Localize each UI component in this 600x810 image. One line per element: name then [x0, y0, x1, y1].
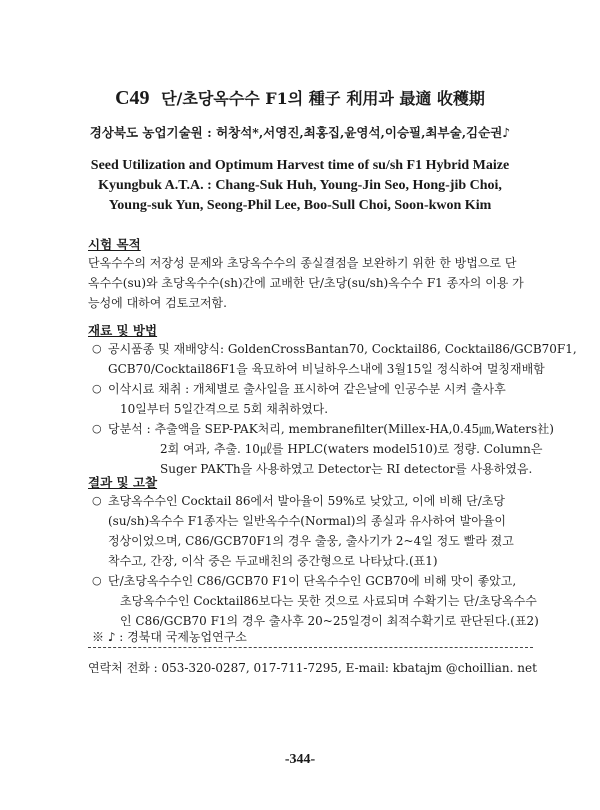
contact-info: 연락처 전화 : 053-320-0287, 017-711-7295, E-mail: kbatajm @choillian. net [88, 661, 537, 675]
results-line: (su/sh)옥수수 F1종자는 일반옥수수(Normal)의 종실과 유사하여 발아율이 [108, 514, 507, 528]
methods-line: 2회 여과, 추출. 10㎕를 HPLC(waters model510)로 정량. Column은 [160, 442, 543, 456]
english-authors-line-1: Kyungbuk A.T.A. : Chang-Suk Huh, Young-Jin Seo, Hong-jib Choi, [98, 178, 502, 193]
bullet-icon: ○ [92, 342, 102, 355]
objective-line: 능성에 대하여 검토코저함. [88, 296, 227, 310]
bullet-icon: ○ [92, 574, 102, 587]
title-text: 단/초당옥수수 F1의 種子 利用과 最適 收穫期 [161, 89, 485, 108]
objective-line: 단옥수수의 저장성 문제와 초당옥수수의 종실결점을 보완하기 위한 한 방법으로 단 [88, 256, 517, 270]
methods-line: 공시품종 및 재배양식: GoldenCrossBantan70, Cocktail86, Cocktail86/GCB70F1, [108, 342, 577, 356]
results-line: 정상이었으며, C86/GCB70F1의 경우 출웅, 출사기가 2~4일 정도 빨라 졌고 [108, 534, 514, 548]
results-line: 단/초당옥수수인 C86/GCB70 F1이 단옥수수인 GCB70에 비해 맛이 좋았고, [108, 574, 517, 588]
methods-heading: 재료 및 방법 [88, 323, 158, 338]
results-line: 초당옥수수인 Cocktail 86에서 발아율이 59%로 낮았고, 이에 비해 단/초당 [108, 494, 505, 508]
footnote: ※ ♪ : 경북대 국제농업연구소 [92, 630, 247, 644]
bullet-icon: ○ [92, 382, 102, 395]
korean-authors: 경상북도 농업기술원 : 허창석*,서영진,최홍집,윤영석,이승필,최부술,김순권♪ [89, 125, 511, 140]
results-line: 착수고, 간장, 이삭 중은 두교배친의 중간형으로 나타났다.(표1) [108, 554, 438, 568]
bullet-icon: ○ [92, 494, 102, 507]
english-title: Seed Utilization and Optimum Harvest time of su/sh F1 Hybrid Maize [90, 158, 510, 173]
dashed-divider [88, 647, 533, 648]
abstract-code: C49 [115, 87, 150, 109]
objective-heading: 시험 목적 [88, 237, 141, 252]
methods-line: Suger PAKTh을 사용하였고 Detector는 RI detector를 사용하였음. [160, 462, 533, 476]
english-authors-line-2: Young-suk Yun, Seong-Phil Lee, Boo-Sull Choi, Soon-kwon Kim [108, 198, 492, 213]
bullet-icon: ○ [92, 422, 102, 435]
page-number: -344- [284, 752, 316, 767]
results-line: 초당옥수수인 Cocktail86보다는 못한 것으로 사료되며 수확기는 단/초당옥수수 [120, 594, 537, 608]
results-line: 인 C86/GCB70 F1의 경우 출사후 20~25일경이 최적수확기로 판단된다.(표2) [120, 614, 539, 628]
results-heading: 결과 및 고찰 [88, 475, 158, 490]
methods-line: 이삭시료 채취 : 개체별로 출사일을 표시하여 같은날에 인공수분 시켜 출사후 [108, 382, 506, 396]
paper-title [0, 86, 600, 110]
methods-line: 당분석 : 추출액을 SEP-PAK처리, membranefilter(Millex-HA,0.45㎛,Waters社) [108, 422, 554, 436]
methods-line: GCB70/Cocktail86F1을 육묘하여 비닐하우스내에 3월15일 정식하여 멀칭재배함 [108, 362, 545, 376]
methods-line: 10일부터 5일간격으로 5회 채취하였다. [120, 402, 329, 416]
objective-line: 옥수수(su)와 초당옥수수(sh)간에 교배한 단/초당(su/sh)옥수수 F1 종자의 이용 가 [88, 276, 524, 290]
